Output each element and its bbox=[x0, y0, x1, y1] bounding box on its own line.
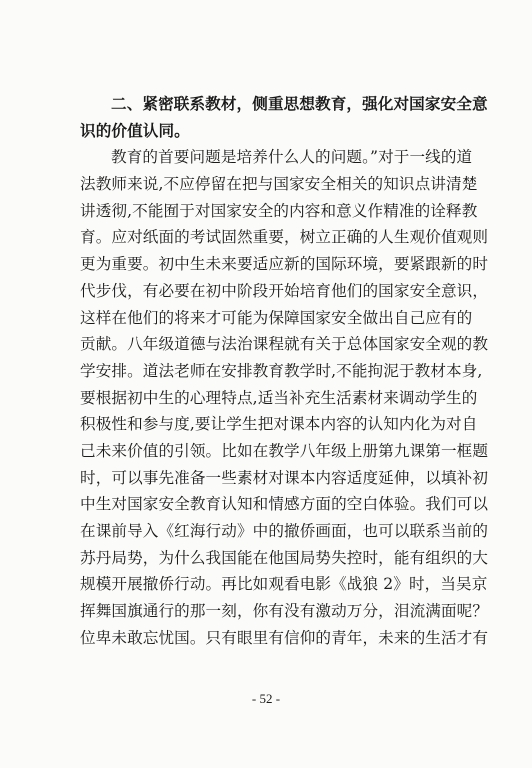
paragraph-line: 要根据初中生的心理特点,适当补充生活素材来调动学生的 bbox=[80, 388, 478, 407]
page-number: - 52 - bbox=[251, 691, 281, 706]
paragraph-line: 学安排。道法老师在安排教育教学时,不能拘泥于教材本身, bbox=[80, 361, 483, 380]
section-heading-line: 识的价值认同。 bbox=[80, 120, 190, 140]
body-text bbox=[80, 91, 489, 651]
paragraph-line: 挥舞国旗通行的那一刻，你有没有激动万分，泪流满面呢？ bbox=[80, 602, 489, 621]
paragraph-line: 中生对国家安全教育认知和情感方面的空白体验。我们可以 bbox=[80, 495, 489, 514]
paragraph-line: 在课前导入《红海行动》中的撤侨画面，也可以联系当前的 bbox=[80, 522, 489, 540]
paragraph-line: 己未来价值的引领。比如在教学八年级上册第九课第一框题 bbox=[80, 441, 489, 460]
paragraph-line: 更为重要。初中生未来要适应新的国际环境，要紧跟新的时 bbox=[80, 255, 489, 274]
paragraph-line: 教育的首要问题是培养什么人的问题。”对于一线的道 bbox=[111, 148, 473, 167]
paragraph-line: 代步伐，有必要在初中阶段开始培育他们的国家安全意识， bbox=[80, 281, 489, 300]
paragraph-line: 法教师来说,不应停留在把与国家安全相关的知识点讲清楚 bbox=[80, 175, 478, 194]
paragraph-line: 积极性和参与度,要让学生把对课本内容的认知内化为对自 bbox=[80, 415, 478, 434]
paragraph-line: 规模开展撤侨行动。再比如观看电影《战狼 2》时，当吴京 bbox=[80, 575, 488, 594]
paragraph-line: 这样在他们的将来才可能为保障国家安全做出自己应有的 bbox=[80, 308, 473, 327]
section-heading-line: 二、紧密联系教材，侧重思想教育，强化对国家安全意 bbox=[111, 94, 488, 113]
paragraph-line: 时，可以事先准备一些素材对课本内容适度延伸，以填补初 bbox=[80, 468, 489, 487]
paragraph-line: 苏丹局势，为什么我国能在他国局势失控时，能有组织的大 bbox=[80, 548, 489, 567]
paragraph-line: 贡献。八年级道德与法治课程就有关于总体国家安全观的教 bbox=[80, 335, 489, 354]
paragraph-line: 育。应对纸面的考试固然重要，树立正确的人生观价值观则 bbox=[80, 228, 489, 247]
paragraph-line: 位卑未敢忘忧国。只有眼里有信仰的青年，未来的生活才有 bbox=[80, 628, 489, 647]
paragraph-line: 讲透彻,不能囿于对国家安全的内容和意义作精准的诠释教 bbox=[80, 201, 478, 220]
